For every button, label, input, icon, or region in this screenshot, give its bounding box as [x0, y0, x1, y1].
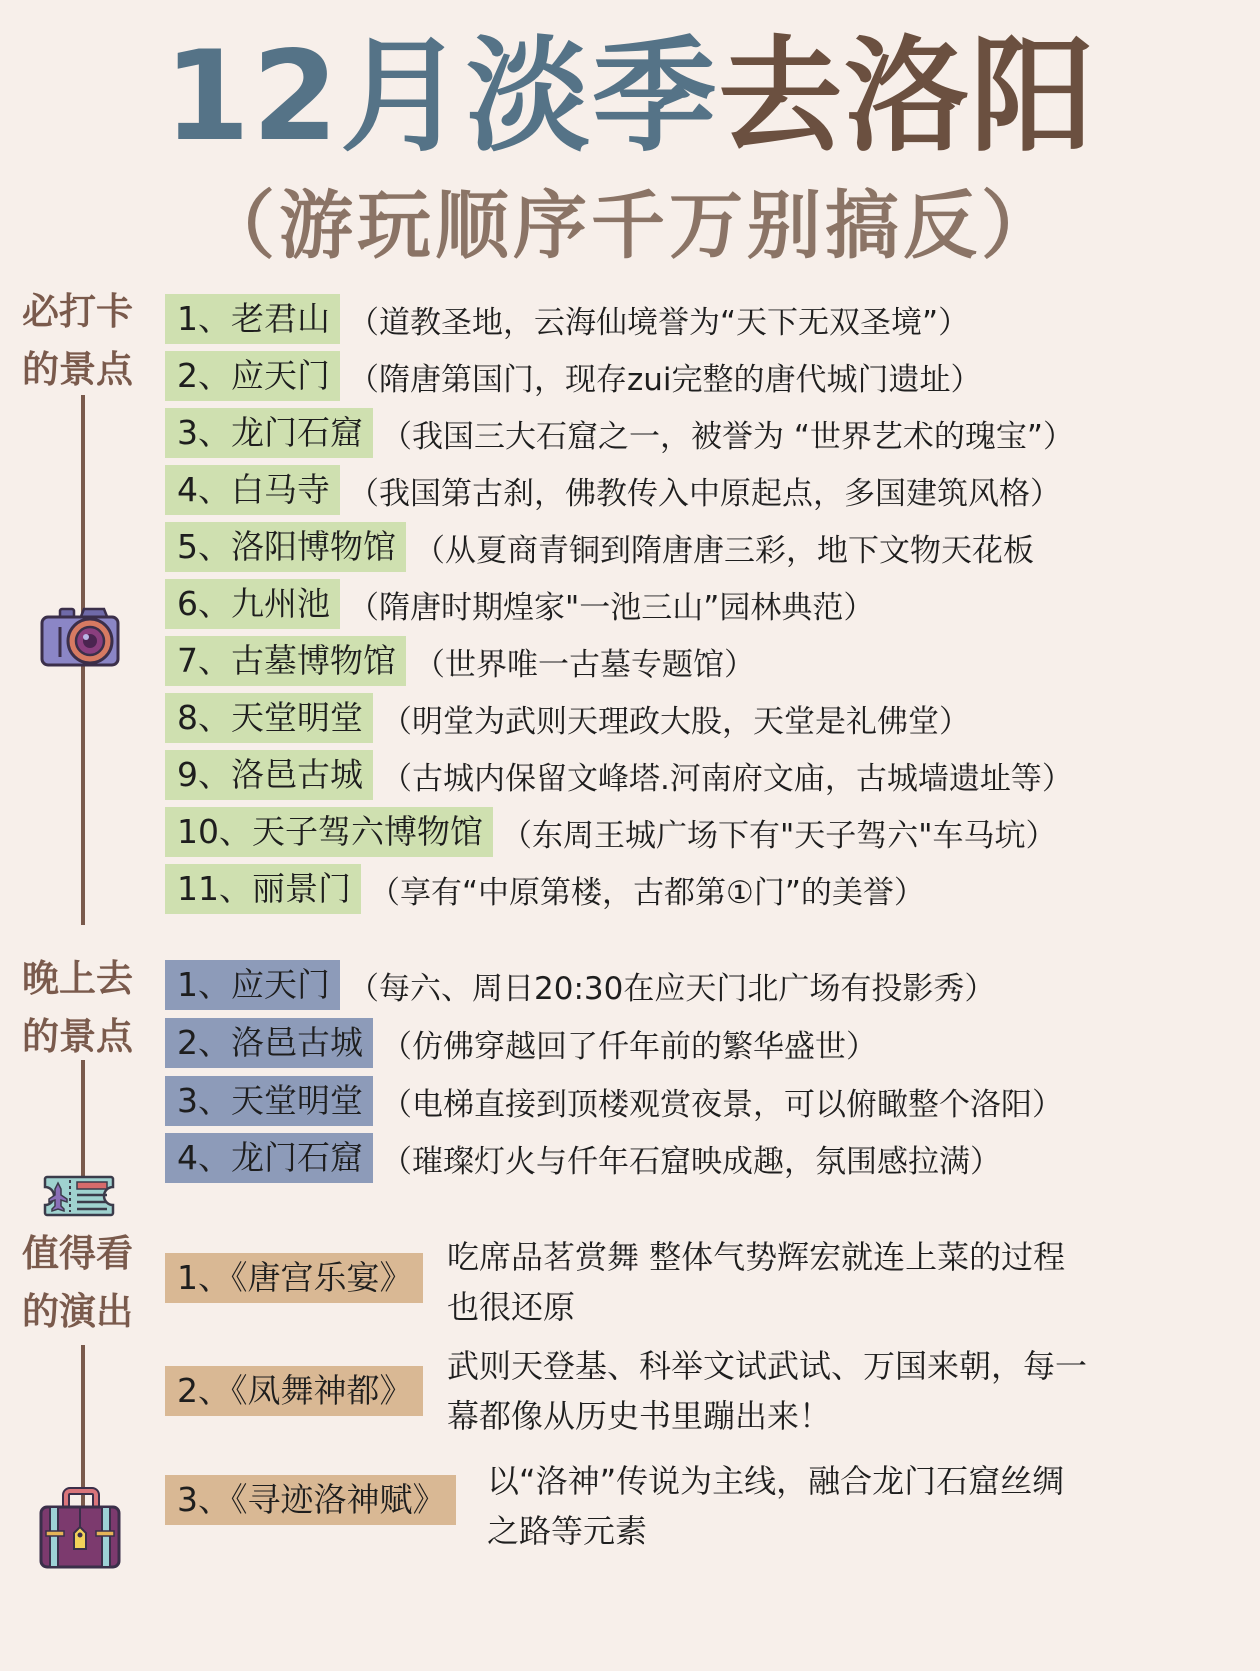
show-description-line: 吃席品茗赏舞 整体气势辉宏就连上菜的过程	[447, 1238, 1066, 1276]
section-label-line: 的景点	[22, 348, 133, 391]
spot-description: （我国三大石窟之一，被誉为 “世界艺术的瑰宝”）	[381, 418, 1074, 455]
spot-name-tag: 2、洛邑古城	[165, 1018, 373, 1068]
spot-name-tag: 4、龙门石窟	[165, 1133, 373, 1183]
list-item[interactable]	[165, 408, 1074, 458]
section-label-line: 必打卡	[22, 290, 133, 333]
spot-description: （古城内保留文峰塔.河南府文庙，古城墙遗址等）	[381, 760, 1073, 797]
show-description-line: 武则天登基、科举文试武试、万国来朝，每一	[447, 1347, 1088, 1385]
camera-icon	[40, 605, 120, 673]
list-item[interactable]	[165, 1133, 1001, 1183]
list-item[interactable]	[165, 1253, 423, 1303]
spot-name-tag: 3、天堂明堂	[165, 1076, 373, 1126]
spot-name-tag: 3、龙门石窟	[165, 408, 373, 458]
list-item[interactable]	[165, 864, 925, 914]
spot-description: （仿佛穿越回了仟年前的繁华盛世）	[381, 1028, 877, 1065]
title-part-1: 12月淡季	[163, 25, 719, 169]
spot-name-tag: 10、天子驾六博物馆	[165, 807, 493, 857]
list-item[interactable]	[165, 1475, 456, 1525]
list-item[interactable]	[165, 1018, 877, 1068]
list-item[interactable]	[165, 465, 1061, 515]
spot-description: （我国第古刹，佛教传入中原起点，多国建筑风格）	[348, 475, 1061, 512]
list-item[interactable]	[165, 1366, 423, 1416]
spot-description: （璀璨灯火与仟年石窟映成趣，氛围感拉满）	[381, 1143, 1001, 1180]
spot-description: （隋唐时期煌家"一池三山”园林典范）	[348, 589, 875, 626]
spot-name-tag: 7、古墓博物馆	[165, 636, 406, 686]
spot-name-tag: 2、应天门	[165, 351, 340, 401]
list-item[interactable]	[165, 693, 970, 743]
spot-description: （享有“中原第楼，古都第①门”的美誉）	[369, 874, 925, 911]
list-item[interactable]	[165, 522, 1034, 572]
spot-description: （从夏商青铜到隋唐唐三彩，地下文物天花板	[414, 532, 1034, 569]
show-description-line: 幕都像从历史书里蹦出来！	[447, 1397, 832, 1435]
show-description-line: 之路等元素	[487, 1512, 648, 1550]
show-description	[447, 1232, 1167, 1332]
page-title	[0, 22, 1260, 172]
suitcase-icon	[38, 1485, 122, 1579]
list-item[interactable]	[165, 750, 1073, 800]
spot-description: （电梯直接到顶楼观赏夜景，可以俯瞰整个洛阳）	[381, 1086, 1063, 1123]
section-label-line: 的景点	[22, 1015, 133, 1058]
list-item[interactable]	[165, 351, 982, 401]
list-item[interactable]	[165, 294, 969, 344]
spot-name-tag: 5、洛阳博物馆	[165, 522, 406, 572]
spot-name-tag: 6、九州池	[165, 579, 340, 629]
list-item[interactable]	[165, 636, 755, 686]
spot-name-tag: 4、白马寺	[165, 465, 340, 515]
spot-description: （东周王城广场下有"天子驾六"车马坑）	[501, 817, 1057, 854]
list-item[interactable]	[165, 960, 995, 1010]
list-item[interactable]	[165, 579, 874, 629]
section-label-night	[22, 950, 142, 1066]
show-name-tag: 1、《唐宫乐宴》	[165, 1253, 423, 1303]
show-name-tag: 3、《寻迹洛神赋》	[165, 1475, 456, 1525]
show-name-tag: 2、《凤舞神都》	[165, 1366, 423, 1416]
spot-name-tag: 11、丽景门	[165, 864, 361, 914]
show-description-line: 以“洛神”传说为主线，融合龙门石窟丝绸	[487, 1462, 1065, 1500]
spot-name-tag: 9、洛邑古城	[165, 750, 373, 800]
show-description	[487, 1456, 1207, 1556]
show-description	[447, 1341, 1167, 1441]
title-part-2: 去洛阳	[718, 25, 1097, 169]
spot-description: （世界唯一古墓专题馆）	[414, 646, 755, 683]
spot-description: （明堂为武则天理政大股，天堂是礼佛堂）	[381, 703, 970, 740]
section-label-shows	[22, 1225, 142, 1341]
section-label-line: 的演出	[22, 1290, 133, 1333]
page-subtitle: （游玩顺序千万别搞反）	[201, 183, 1059, 269]
ticket-icon	[43, 1175, 115, 1221]
list-item[interactable]	[165, 807, 1057, 857]
spot-description: （道教圣地，云海仙境誉为“天下无双圣境”）	[348, 304, 970, 341]
show-description-line: 也很还原	[447, 1288, 576, 1326]
section-label-must-visit	[22, 283, 142, 399]
spot-description: （隋唐第国门，现存zui完整的唐代城门遗址）	[348, 361, 982, 398]
list-item[interactable]	[165, 1076, 1063, 1126]
spot-description: （每六、周日20:30在应天门北广场有投影秀）	[348, 970, 996, 1007]
section-label-line: 值得看	[22, 1232, 133, 1275]
section-label-line: 晚上去	[22, 957, 133, 1000]
spot-name-tag: 1、应天门	[165, 960, 340, 1010]
spot-name-tag: 8、天堂明堂	[165, 693, 373, 743]
spot-name-tag: 1、老君山	[165, 294, 340, 344]
